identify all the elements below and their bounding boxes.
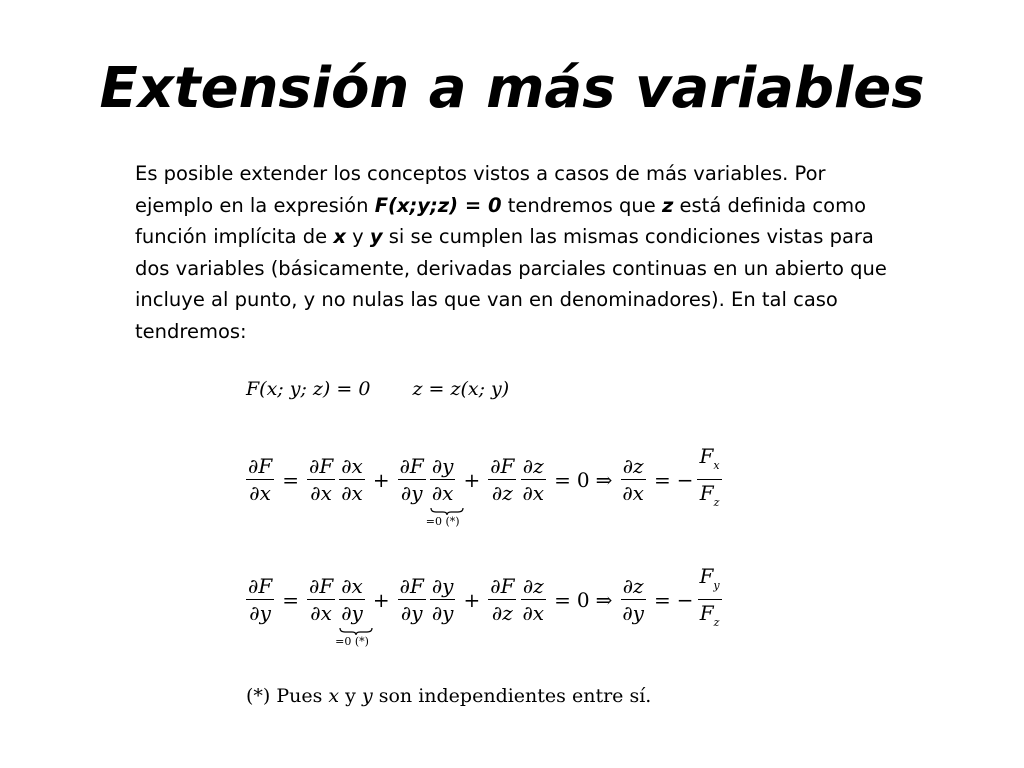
fraction-term-1 [307,573,335,626]
subscript: z [713,616,720,629]
numerator: ∂F [308,454,334,478]
underbrace [335,627,369,648]
numerator [698,563,722,600]
fraction-lhs [246,573,274,626]
denominator: ∂y [431,601,454,625]
denominator: ∂x [310,481,332,505]
plus-sign: + [372,587,390,612]
denominator: ∂x [522,481,545,505]
footnote-var-x: x [328,685,340,707]
fraction-term-5 [488,453,516,506]
plus-sign: + [372,467,390,492]
numerator: ∂y [431,454,454,478]
paragraph-text-1: Es posible extender los conceptos vistos a casos de más variables. Por ejemplo en la expresión [135,162,826,217]
numerator [697,443,721,480]
footnote-suffix: son independientes entre sí. [372,685,652,707]
denominator: ∂x [310,601,332,625]
footnote-prefix: (*) Pues [246,685,329,707]
denominator: ∂z [491,601,513,625]
paragraph-expression: F(x;y;z) = 0 [374,193,502,217]
denominator [698,480,722,516]
equals-sign: = [653,467,671,492]
denominator: ∂x [522,601,545,625]
plus-sign: + [463,587,481,612]
zero: 0 [576,587,590,612]
equation-implicit-definition [246,378,509,400]
subscript: x [713,459,720,472]
fraction-term-3 [398,573,426,626]
numerator: ∂z [622,454,644,478]
equals-sign: = [282,467,299,492]
denominator: ∂y [622,601,644,625]
fraction-term-4 [430,573,456,626]
fraction-lhs [246,453,274,506]
paragraph-var-z: z [661,193,674,217]
equation-partial-y [244,563,724,648]
numerator: ∂F [490,454,515,478]
F-symbol: F [699,481,714,505]
underbrace [425,507,460,528]
minus-sign: − [676,587,694,612]
equals-sign: = [554,587,571,612]
numerator: ∂F [308,574,334,598]
denominator: ∂z [491,481,513,505]
subscript: z [713,496,720,509]
equation-F-zero: F(x; y; z) = 0 [246,378,371,400]
F-symbol: F [699,564,714,588]
implies-arrow: ⇒ [595,587,613,612]
F-symbol: F [699,444,714,468]
paragraph-text-4: y [345,225,370,248]
paragraph-text-3: está definida como función implícita de [135,193,866,248]
body-paragraph [135,158,895,347]
paragraph-text-5: si se cumplen las mismas condiciones vistas para dos variables (básicamente, derivadas parciales continuas en un abierto que incluye al punto, y no nulas las que van en denominadores). En tal caso tendremos: [135,225,887,343]
numerator: ∂x [341,574,363,598]
zero: 0 [576,467,590,492]
denominator: ∂x [341,481,363,505]
underbrace-label: =0 (*) [425,515,460,528]
fraction-result [620,453,646,506]
denominator: ∂x [249,481,271,505]
numerator: ∂F [399,454,424,478]
numerator: ∂z [522,574,544,598]
denominator: ∂x [622,481,644,505]
F-symbol: F [699,601,714,625]
fraction-Fx-over-Fz [697,443,721,516]
numerator: ∂z [522,454,544,478]
denominator: ∂y [400,601,423,625]
numerator: ∂z [622,574,644,598]
numerator: ∂F [490,574,515,598]
fraction-term-6 [520,453,546,506]
fraction-result [620,573,646,626]
paragraph-var-x: x [333,225,346,248]
fraction-term-1 [307,453,335,506]
numerator: ∂y [431,574,454,598]
denominator: ∂y [341,601,363,625]
subscript: y [713,579,720,592]
equals-sign: = [653,587,671,612]
minus-sign: − [676,467,694,492]
numerator: ∂F [399,574,424,598]
numerator: ∂x [341,454,363,478]
implies-arrow: ⇒ [595,467,613,492]
fraction-term-3 [398,453,426,506]
paragraph-var-y: y [369,225,383,248]
numerator: ∂F [248,574,273,598]
footnote [246,685,651,707]
denominator: ∂y [400,481,423,505]
underbrace-label: =0 (*) [335,635,369,648]
numerator: ∂F [248,454,273,478]
denominator: ∂x [431,481,454,505]
equation-z-of-xy: z = z(x; y) [412,378,510,400]
footnote-var-y: y [361,685,373,707]
equals-sign: = [282,587,299,612]
fraction-term-4-braced [425,453,460,528]
fraction-term-2-braced [335,573,369,648]
plus-sign: + [463,467,481,492]
slide-title: Extensión a más variables [99,56,925,121]
equals-sign: = [554,467,571,492]
fraction-term-5 [488,573,516,626]
denominator: ∂y [249,601,271,625]
fraction-Fy-over-Fz [698,563,722,636]
denominator [698,600,722,636]
paragraph-text-2: tendremos que [501,193,662,217]
fraction-term-2 [339,453,365,506]
equation-partial-x [244,443,724,528]
fraction-term-6 [520,573,546,626]
footnote-mid: y [339,685,362,707]
